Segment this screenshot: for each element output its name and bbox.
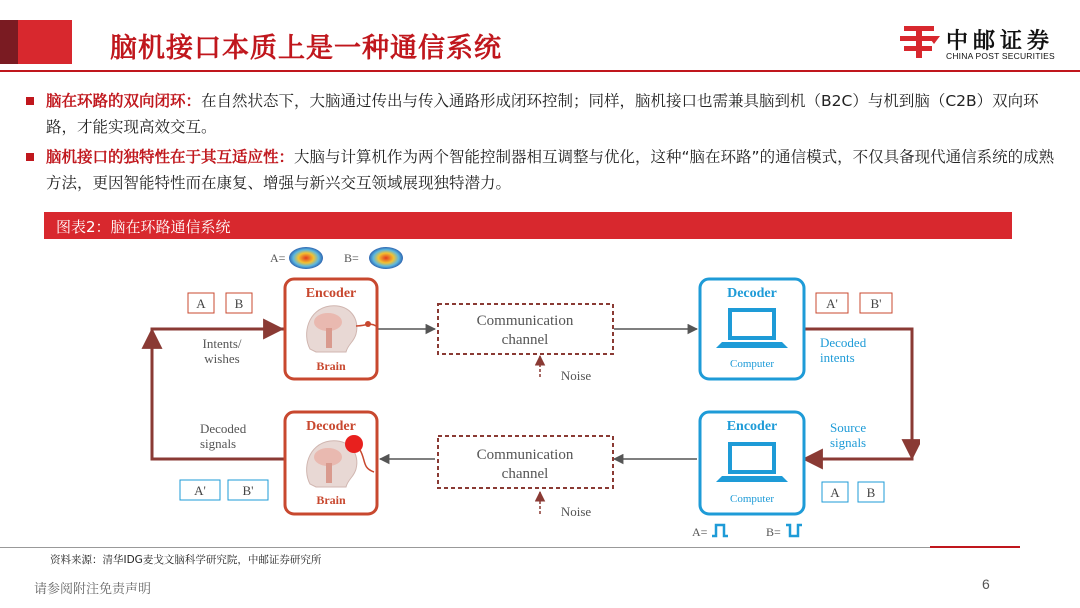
label-a-bottom: A — [830, 485, 840, 500]
decoded-intents-line2: intents — [820, 350, 855, 365]
pulse-b-icon — [786, 525, 802, 536]
channel-bottom-line2: channel — [501, 466, 549, 482]
heatmap-b-icon — [369, 247, 403, 269]
encoder-title: Encoder — [305, 286, 357, 301]
logo-text-cn: 中邮证券 — [946, 29, 1055, 54]
decoder-brain-box — [285, 412, 377, 514]
decoded-intents-line1: Decoded — [820, 335, 867, 350]
decoder-brain-sub: Brain — [316, 493, 346, 507]
label-a: A — [196, 296, 206, 311]
source-signals-line1: Source — [830, 420, 867, 435]
pattern-b-label: B= — [344, 251, 359, 265]
header-rule — [0, 70, 1080, 72]
bullet-square-icon — [26, 153, 34, 161]
logo-text-en: CHINA POST SECURITIES — [946, 51, 1055, 61]
figure-caption-bar — [44, 212, 1012, 239]
output-labels-top — [816, 293, 892, 313]
encoder-sub: Brain — [316, 359, 346, 373]
header-accent-dark — [0, 20, 18, 64]
decoded-signals-line2: signals — [200, 436, 237, 451]
company-logo — [898, 22, 1068, 66]
label-b-prime-bottom: B' — [242, 483, 254, 498]
pattern-a-label: A= — [270, 251, 286, 265]
output-labels-bottom — [180, 480, 268, 500]
noise-label-bottom: Noise — [560, 504, 592, 519]
label-b: B — [234, 296, 244, 311]
brain-in-loop-diagram — [130, 244, 920, 544]
page-number: 6 — [982, 576, 990, 592]
label-b-bottom: B — [866, 485, 876, 500]
decoder-brain-title: Decoder — [306, 419, 356, 434]
bullet-text: 在自然状态下，大脑通过传出与传入通路形成闭环控制；同样，脑机接口也需兼具脑到机（B2C）与机到脑（C2B）双向环路，才能实现高效交互。 — [46, 92, 1039, 136]
heatmap-a-icon — [289, 247, 323, 269]
bullet-text: 大脑与计算机作为两个智能控制器相互调整与优化，这种“脑在环路”的通信模式，不仅具备现代通信系统的成熟方法，更因智能特性而在康复、增强与新兴交互领域展现独特潜力。 — [46, 148, 1055, 192]
logo-mark-icon — [898, 22, 942, 62]
bullet-lead: 脑在环路的双向闭环： — [46, 92, 202, 110]
bullet-item — [26, 88, 1056, 140]
decoder-sub: Computer — [730, 358, 774, 370]
encoder-computer-title: Encoder — [726, 419, 778, 434]
channel-title-line1: Communication — [476, 313, 574, 329]
input-labels-bottom — [822, 482, 884, 502]
bullet-item — [26, 144, 1056, 196]
pulse-a-label: A= — [692, 525, 708, 539]
disclaimer-note: 请参阅附注免责声明 — [34, 582, 152, 597]
label-b-prime: B' — [870, 296, 882, 311]
input-labels-top — [188, 293, 252, 313]
label-a-prime: A' — [826, 296, 838, 311]
decoded-signals-line1: Decoded — [200, 421, 247, 436]
footer-rule-accent — [930, 546, 1020, 548]
noise-label-top: Noise — [560, 368, 592, 383]
intents-label: Intents/ — [202, 336, 242, 351]
channel-box-bottom — [438, 436, 613, 488]
pulse-a-icon — [712, 525, 728, 536]
bullet-list — [26, 88, 1056, 200]
decoder-computer-box — [700, 279, 804, 379]
wishes-label: wishes — [204, 351, 240, 366]
encoder-brain-box — [285, 279, 377, 379]
pulse-b-label: B= — [766, 525, 781, 539]
figure-caption: 图表2：脑在环路通信系统 — [56, 218, 231, 236]
encoder-computer-sub: Computer — [730, 493, 774, 505]
channel-box-top — [438, 304, 613, 354]
channel-title-line2: channel — [501, 332, 549, 348]
source-note: 资料来源：清华IDG麦戈文脑科学研究院，中邮证券研究所 — [50, 554, 322, 566]
encoder-computer-box — [700, 412, 804, 514]
header-accent-red — [18, 20, 72, 64]
channel-bottom-line1: Communication — [476, 447, 574, 463]
source-signals-line2: signals — [830, 435, 867, 450]
footer-rule — [0, 547, 1020, 548]
decoder-title: Decoder — [727, 286, 777, 301]
label-a-prime-bottom: A' — [194, 483, 206, 498]
bullet-lead: 脑机接口的独特性在于其互适应性： — [46, 148, 295, 166]
page-title: 脑机接口本质上是一种通信系统 — [110, 33, 502, 64]
bullet-square-icon — [26, 97, 34, 105]
